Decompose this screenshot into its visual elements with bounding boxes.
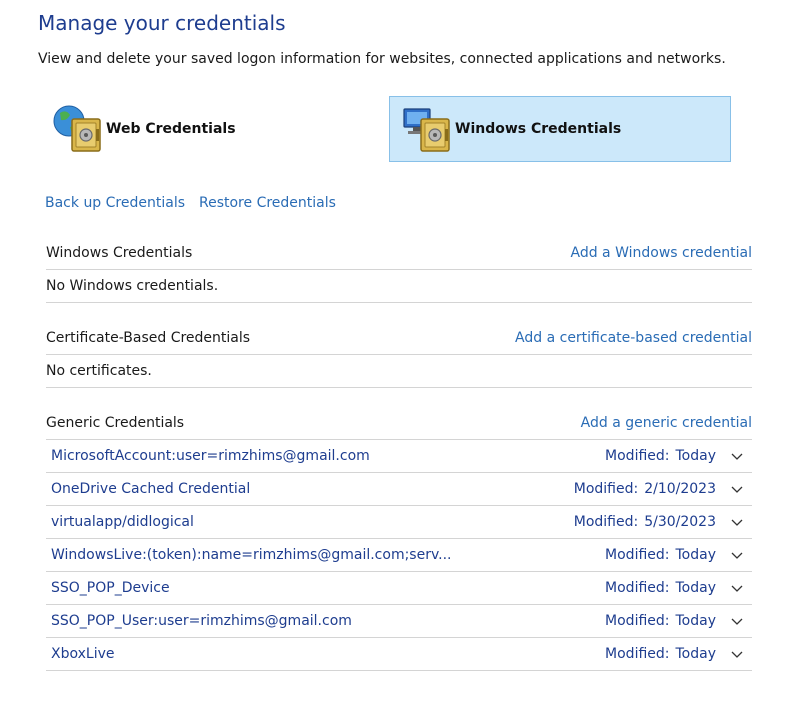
modified-date: 5/30/2023: [644, 514, 716, 530]
credential-name: SSO_POP_Device: [51, 580, 170, 596]
modified-label: Modified:: [605, 613, 670, 629]
section-header: [46, 322, 752, 355]
backup-restore-actions: [45, 195, 336, 211]
credential-name: XboxLive: [51, 646, 115, 662]
windows-credentials-section: [46, 237, 752, 303]
section-header: [46, 237, 752, 270]
credential-row[interactable]: [46, 638, 752, 671]
page-description: View and delete your saved logon information for websites, connected applications and networks.: [38, 51, 726, 67]
modified-date: Today: [675, 547, 716, 563]
credential-row[interactable]: [46, 506, 752, 539]
modified-date: Today: [675, 580, 716, 596]
chevron-down-icon[interactable]: [730, 449, 744, 463]
windows-credentials-label: Windows Credentials: [455, 121, 622, 137]
section-title: Windows Credentials: [46, 245, 193, 261]
credential-modified: [605, 613, 716, 629]
credential-row[interactable]: [46, 440, 752, 473]
credential-modified: [605, 646, 716, 662]
add-certificate-credential-link[interactable]: Add a certificate-based credential: [515, 330, 752, 346]
empty-message: No certificates.: [46, 355, 752, 388]
chevron-down-icon[interactable]: [730, 647, 744, 661]
modified-label: Modified:: [605, 646, 670, 662]
credential-name: SSO_POP_User:user=rimzhims@gmail.com: [51, 613, 352, 629]
add-windows-credential-link[interactable]: Add a Windows credential: [570, 245, 752, 261]
modified-label: Modified:: [573, 514, 639, 530]
credential-row[interactable]: [46, 572, 752, 605]
chevron-down-icon[interactable]: [730, 482, 744, 496]
backup-credentials-link[interactable]: Back up Credentials: [45, 195, 185, 211]
credential-name: WindowsLive:(token):name=rimzhims@gmail.com;serv...: [51, 547, 452, 563]
chevron-down-icon[interactable]: [730, 614, 744, 628]
chevron-down-icon[interactable]: [730, 581, 744, 595]
modified-label: Modified:: [605, 580, 670, 596]
credential-modified: [574, 481, 716, 497]
credential-name: virtualapp/didlogical: [51, 514, 194, 530]
windows-vault-icon: [401, 103, 453, 155]
modified-date: Today: [675, 646, 716, 662]
section-title: Generic Credentials: [46, 415, 185, 431]
modified-label: Modified:: [573, 481, 639, 497]
modified-label: Modified:: [605, 547, 670, 563]
credential-row[interactable]: [46, 539, 752, 572]
credential-row[interactable]: [46, 605, 752, 638]
section-header: [46, 407, 752, 440]
modified-label: Modified:: [605, 448, 670, 464]
section-title: Certificate-Based Credentials: [46, 330, 251, 346]
modified-date: Today: [675, 613, 716, 629]
credential-modified: [605, 547, 716, 563]
credential-modified: [605, 448, 716, 464]
web-credentials-label: Web Credentials: [106, 121, 236, 137]
credential-modified: [574, 514, 716, 530]
modified-date: Today: [675, 448, 716, 464]
certificate-credentials-section: [46, 322, 752, 388]
credential-name: OneDrive Cached Credential: [51, 481, 251, 497]
empty-message: No Windows credentials.: [46, 270, 752, 303]
credential-modified: [605, 580, 716, 596]
windows-credentials-button[interactable]: [389, 96, 731, 162]
restore-credentials-link[interactable]: Restore Credentials: [199, 195, 336, 211]
credential-row[interactable]: [46, 473, 752, 506]
modified-date: 2/10/2023: [644, 481, 716, 497]
add-generic-credential-link[interactable]: Add a generic credential: [580, 415, 752, 431]
credential-name: MicrosoftAccount:user=rimzhims@gmail.com: [51, 448, 370, 464]
chevron-down-icon[interactable]: [730, 515, 744, 529]
generic-credentials-section: [46, 407, 752, 671]
web-vault-icon: [52, 103, 104, 155]
web-credentials-button[interactable]: [50, 96, 350, 162]
chevron-down-icon[interactable]: [730, 548, 744, 562]
page-title: Manage your credentials: [38, 11, 286, 35]
